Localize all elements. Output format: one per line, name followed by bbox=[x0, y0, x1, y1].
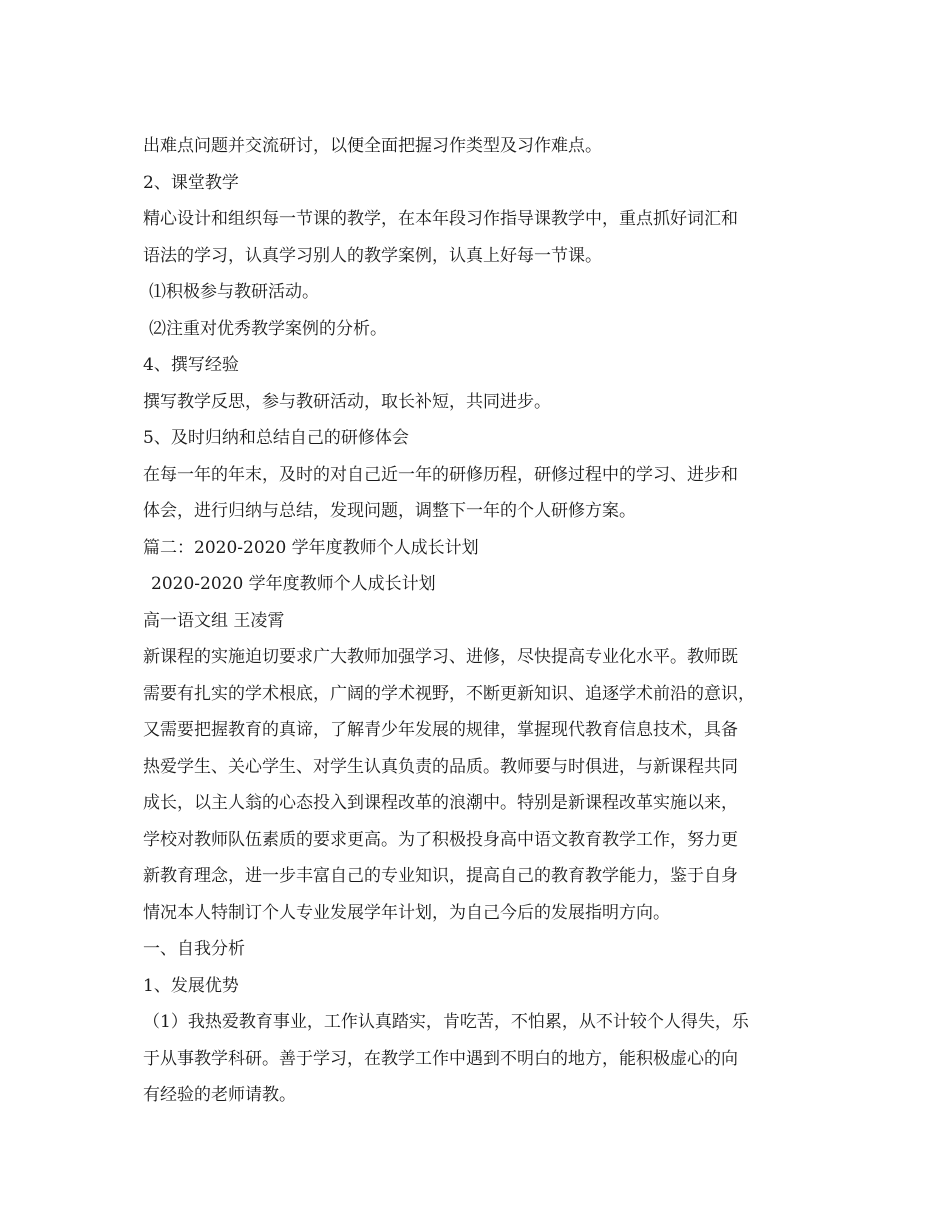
list-item: ⑵注重对优秀教学案例的分析。 bbox=[149, 318, 387, 339]
text-line: 成长，以主人翁的心态投入到课程改革的浪潮中。特别是新课程改革实施以来， bbox=[143, 793, 738, 813]
text-line: 又需要把握教育的真谛，了解青少年发展的规律，掌握现代教育信息技术，具备 bbox=[143, 720, 738, 740]
text-line: 有经验的老师请教。 bbox=[143, 1085, 296, 1105]
text-line: （1）我热爱教育事业，工作认真踏实，肯吃苦，不怕累，从不计较个人得失，乐 bbox=[143, 1012, 749, 1032]
section-heading: 2、课堂教学 bbox=[143, 172, 239, 193]
author-line: 高一语文组 王凌霄 bbox=[143, 610, 285, 631]
subsection-heading: 1、发展优势 bbox=[143, 975, 239, 996]
text-line: 新课程的实施迫切要求广大教师加强学习、进修，尽快提高专业化水平。教师既 bbox=[143, 647, 738, 667]
text-line: 出难点问题并交流研讨，以便全面把握习作类型及习作难点。 bbox=[143, 136, 602, 156]
document-body bbox=[143, 128, 815, 1114]
text-line: 热爱学生、关心学生、对学生认真负责的品质。教师要与时俱进，与新课程共同 bbox=[143, 756, 738, 777]
chapter-title: 篇二：2020-2020 学年度教师个人成长计划 bbox=[143, 537, 479, 558]
text-line: 学校对教师队伍素质的要求更高。为了积极投身高中语文教育教学工作，努力更 bbox=[143, 829, 738, 850]
text-line: 撰写教学反思，参与教研活动，取长补短，共同进步。 bbox=[143, 391, 551, 412]
section-heading: 一、自我分析 bbox=[143, 939, 245, 959]
text-line: 语法的学习，认真学习别人的教学案例，认真上好每一节课。 bbox=[143, 245, 602, 266]
document-title: 2020-2020 学年度教师个人成长计划 bbox=[151, 574, 436, 594]
text-line: 精心设计和组织每一节课的教学，在本年段习作指导课教学中，重点抓好词汇和 bbox=[143, 209, 738, 229]
text-line: 在每一年的年末，及时的对自己近一年的研修历程，研修过程中的学习、进步和 bbox=[143, 464, 738, 485]
text-line: 需要有扎实的学术根底，广阔的学术视野，不断更新知识、追逐学术前沿的意识， bbox=[143, 683, 755, 704]
list-item: ⑴积极参与教研活动。 bbox=[149, 282, 319, 302]
text-line: 新教育理念，进一步丰富自己的专业知识，提高自己的教育教学能力，鉴于自身 bbox=[143, 866, 738, 886]
text-line: 于从事教学科研。善于学习，在教学工作中遇到不明白的地方，能积极虚心的向 bbox=[143, 1048, 738, 1069]
section-heading: 4、撰写经验 bbox=[143, 355, 239, 375]
text-line: 情况本人特制订个人专业发展学年计划，为自己今后的发展指明方向。 bbox=[143, 902, 670, 923]
text-line: 体会，进行归纳与总结，发现问题，调整下一年的个人研修方案。 bbox=[143, 501, 636, 521]
section-heading: 5、及时归纳和总结自己的研修体会 bbox=[143, 428, 409, 448]
